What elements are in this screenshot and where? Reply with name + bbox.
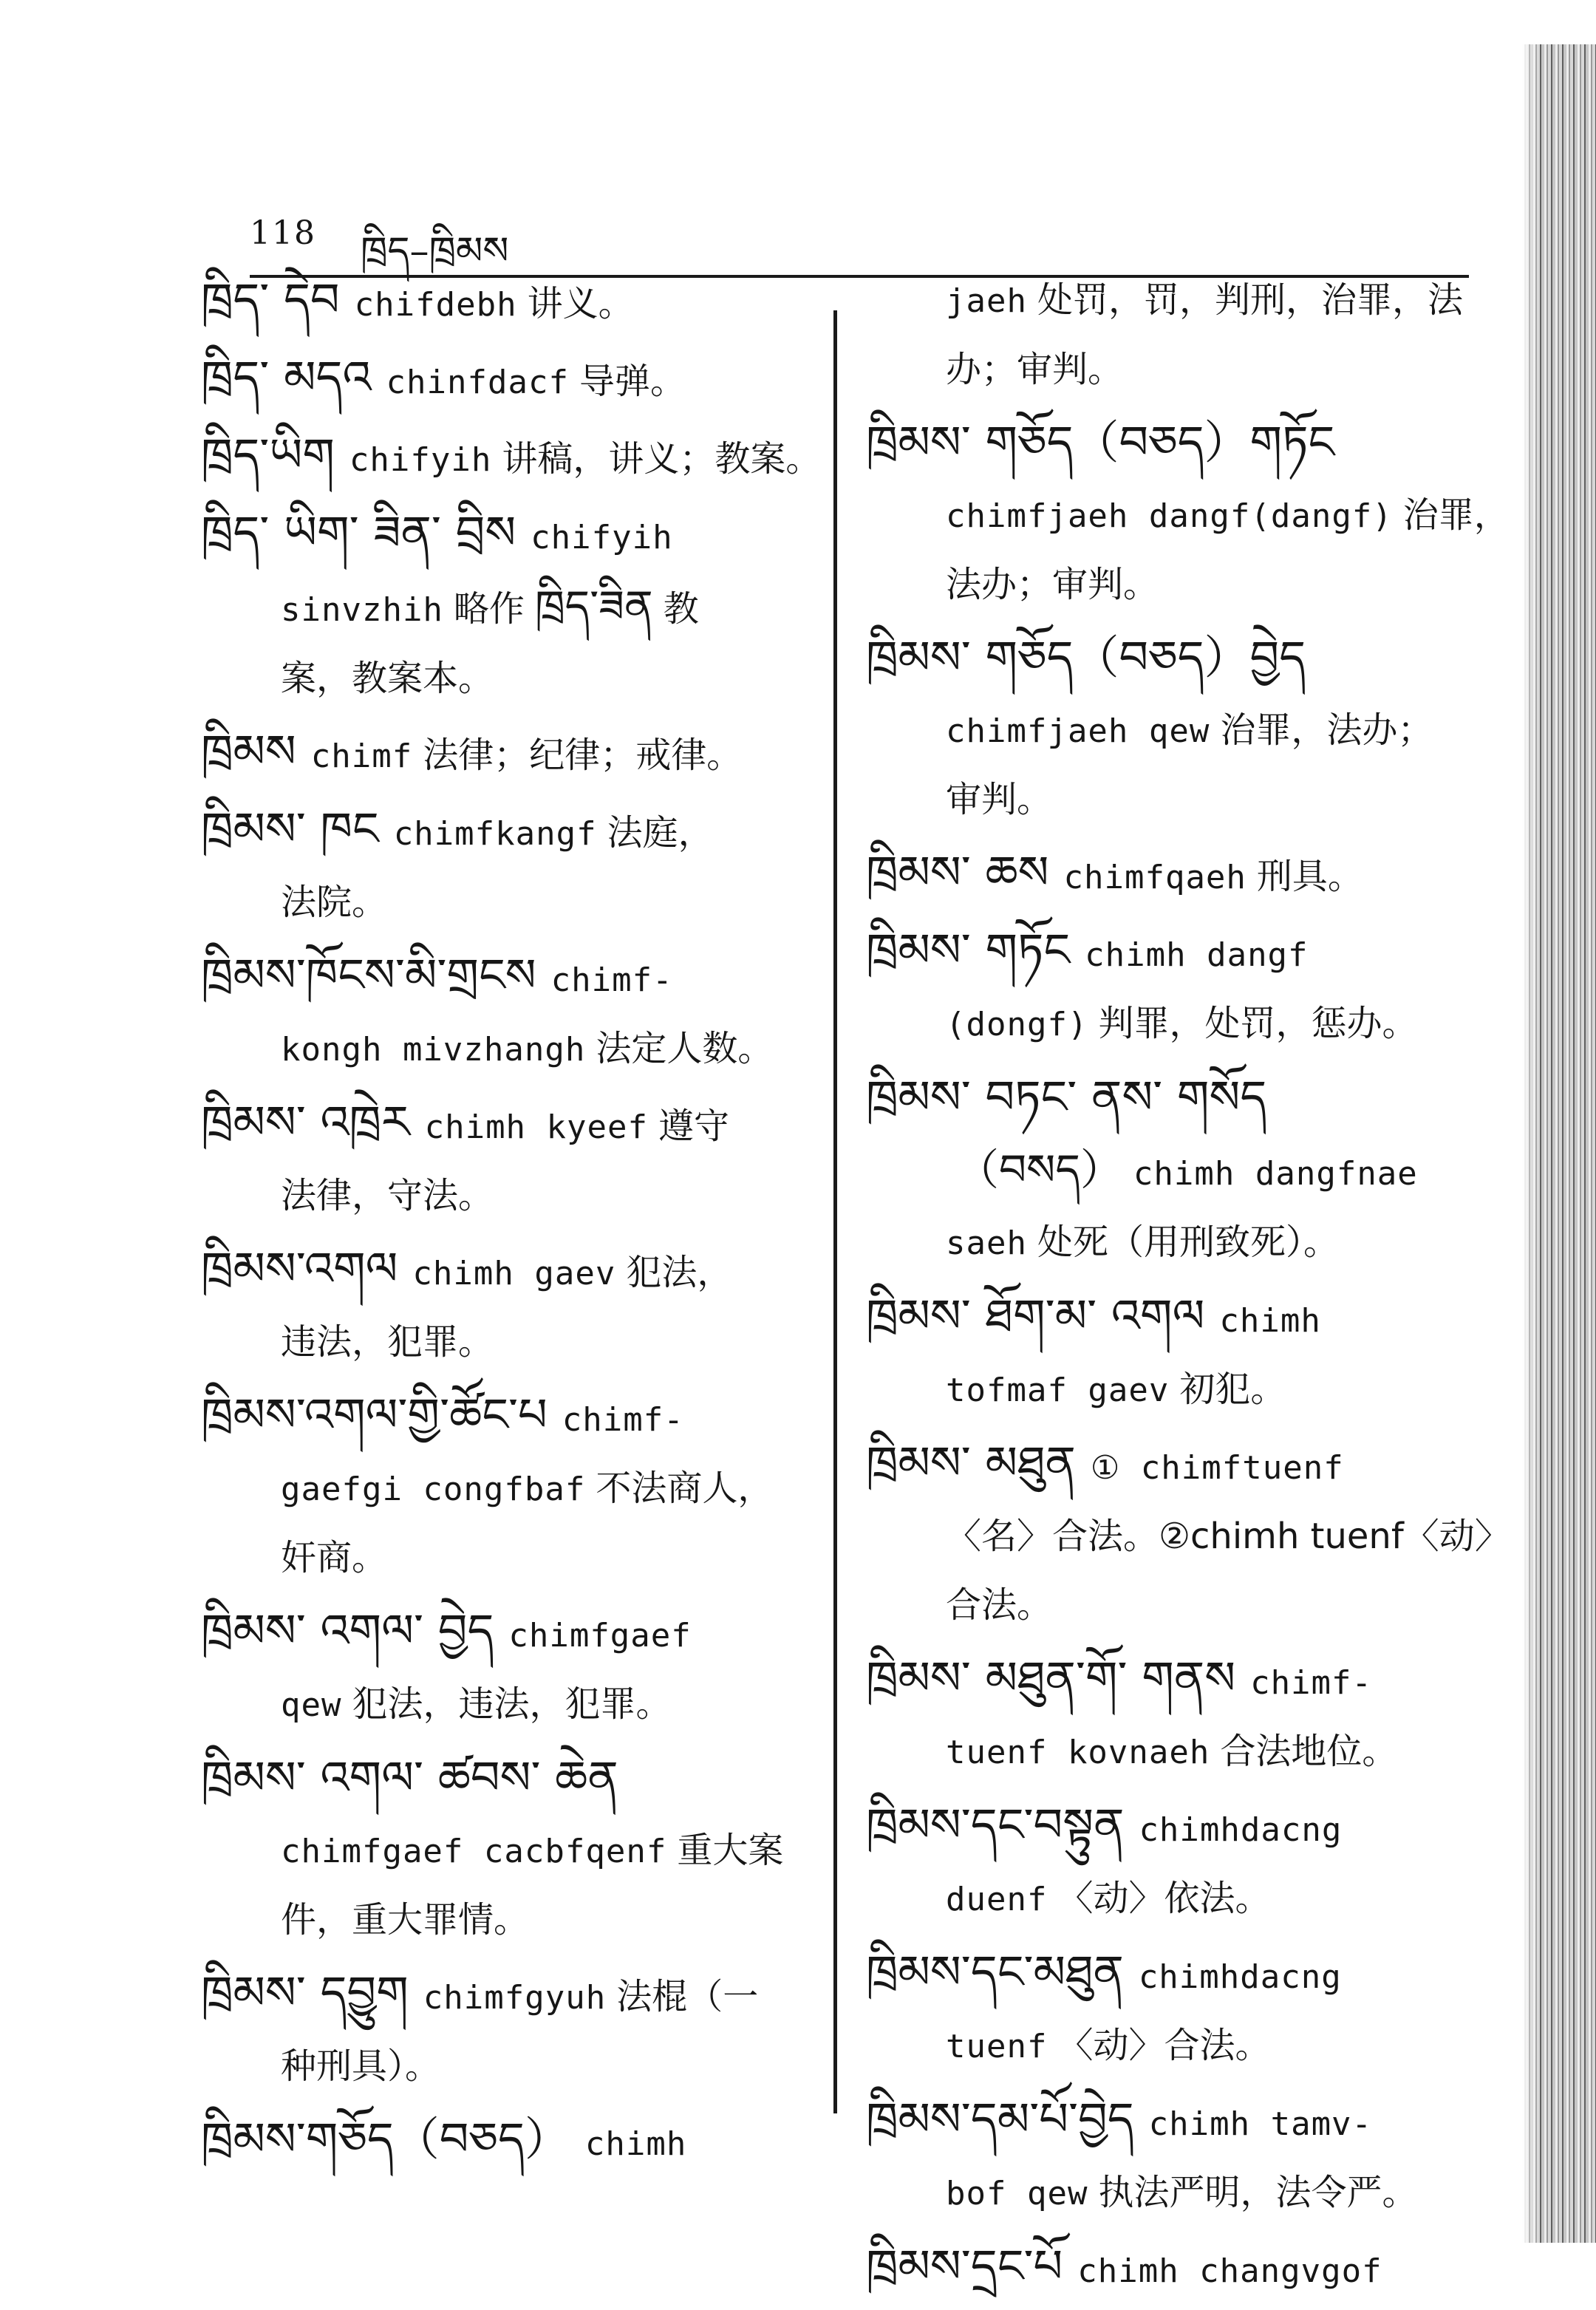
chinese-gloss: 刑具。 (1256, 856, 1363, 897)
romanization: chimfjaeh qew (946, 712, 1210, 750)
romanization: chimf- (1250, 1664, 1373, 1702)
romanization: chimh gaev (412, 1255, 616, 1292)
dictionary-entry (201, 1744, 836, 1955)
entry-continuation-line (866, 1136, 1501, 1208)
headword: ཁྲིམས་ འགལ་ ཚབས་ ཆེན (201, 1751, 618, 1805)
dictionary-entry (201, 2105, 836, 2178)
chinese-gloss: 法律，守法。 (281, 1175, 494, 1216)
chinese-gloss: 重大案 (677, 1830, 784, 1871)
romanization: chinfdacf (386, 364, 569, 401)
dictionary-entry (201, 344, 836, 417)
entry-continuation-line (201, 1886, 836, 1955)
entry-continuation-line (201, 644, 836, 713)
headword: ཁྲིམས་ ཆས (866, 845, 1049, 899)
dictionary-entry (866, 839, 1501, 912)
entry-continuation-line (866, 1571, 1501, 1640)
tibetan-text: （བསད） (956, 1145, 1123, 1195)
entry-first-line (866, 1644, 1501, 1717)
chinese-gloss: 合法地位。 (1220, 1731, 1398, 1772)
entry-first-line (201, 1235, 836, 1308)
dictionary-entry (866, 409, 1510, 619)
entry-continuation-line (866, 766, 1501, 834)
entry-first-line (866, 916, 1501, 989)
left-column (201, 266, 836, 2183)
romanization: chimfgyuh (423, 1979, 607, 2017)
chinese-gloss: 法办；审判。 (946, 564, 1159, 605)
chinese-gloss: 法院。 (281, 882, 388, 923)
romanization: chimfjaeh dangf(dangf) (946, 497, 1393, 535)
chinese-gloss: 导弹。 (579, 361, 686, 402)
entry-continuation-line (201, 1015, 836, 1084)
chinese-gloss: 违法，犯罪。 (281, 1321, 494, 1363)
chinese-gloss: 讲义。 (527, 283, 634, 324)
romanization: chifdebh (354, 286, 517, 324)
romanization: tuenf kovnaeh (946, 1734, 1210, 1771)
entry-continuation-line (201, 1162, 836, 1230)
dictionary-entry (201, 941, 836, 1084)
romanization: chimf- (562, 1401, 684, 1439)
entry-first-line (201, 795, 836, 868)
chinese-gloss: 讲稿，讲义；教案。 (502, 438, 822, 480)
dictionary-entry (866, 1644, 1501, 1787)
chinese-gloss: 执法严明，法令严。 (1098, 2172, 1418, 2213)
dictionary-entry (201, 1088, 836, 1230)
dictionary-entry (201, 1597, 836, 1740)
romanization: chimfkangf (393, 815, 597, 853)
headword: ཁྲིམས་དམ་པོ་བྱེད (866, 2092, 1134, 2146)
romanization: chimfgaef cacbfqenf (281, 1833, 667, 1870)
chinese-gloss: 教 (663, 588, 699, 630)
headword: ཁྲིམས་ མཐུན་གོ་ གནས (866, 1651, 1236, 1705)
romanization: kongh mivzhangh (281, 1031, 586, 1069)
headword: ཁྲིམས (201, 724, 296, 778)
entry-first-line (866, 2085, 1501, 2159)
romanization: chimfgaef (508, 1617, 692, 1655)
dictionary-entry (866, 1791, 1501, 1934)
entry-first-line (866, 1938, 1501, 2011)
entry-continuation-line (866, 989, 1501, 1059)
romanization: chimhdacng (1138, 1958, 1342, 1996)
chinese-gloss: 法庭， (607, 812, 714, 854)
page-number: 118 (250, 214, 316, 252)
entry-continuation-line (201, 1524, 836, 1592)
chinese-gloss: 遵守 (658, 1105, 730, 1147)
entry-first-line (201, 1959, 836, 2032)
headword: ཁྲིད་ ཡིག་ ཟིན་ བྲིས (201, 505, 516, 559)
chinese-gloss: 审判。 (946, 779, 1053, 820)
entry-continuation-line (201, 1308, 836, 1377)
entry-continuation-line (866, 2011, 1501, 2081)
chinese-gloss: 治罪，法办； (1220, 709, 1433, 751)
romanization: chimf- (550, 961, 673, 999)
entry-first-line (866, 1429, 1501, 1502)
headword: ཁྲིམས་ ཁང (201, 802, 379, 856)
entry-first-line (201, 2105, 836, 2178)
dictionary-entry (201, 718, 836, 791)
dictionary-entry (866, 2232, 1501, 2306)
entry-continuation-line (866, 1502, 1510, 1571)
romanization: ① chimftuenf (1090, 1449, 1344, 1487)
headword: ཁྲིད་ དེབ (201, 273, 340, 327)
romanization: duenf (946, 1881, 1048, 1918)
chinese-gloss: 处死（用刑致死）。 (1037, 1222, 1339, 1263)
entry-first-line (866, 1791, 1501, 1864)
chinese-gloss: 奸商。 (281, 1537, 388, 1578)
chinese-gloss: 法律；纪律；戒律。 (423, 735, 743, 776)
romanization: chimh kyeef (424, 1108, 648, 1146)
entry-first-line (866, 624, 1501, 696)
headword: ཁྲིད་ཡིག (201, 428, 335, 482)
entry-continuation-line (866, 1208, 1501, 1278)
chinese-gloss: 办；审判。 (946, 349, 1124, 390)
dictionary-entry (866, 1429, 1510, 1640)
headword: ཁྲིམས་འགལ་གྱི་ཚོང་པ (201, 1388, 548, 1442)
romanization: chimh dangfnae (1133, 1155, 1418, 1193)
romanization: chimh changvgof (1077, 2252, 1382, 2290)
dictionary-entry (866, 624, 1501, 834)
romanization: chifyih (531, 519, 673, 556)
dictionary-entry (866, 1938, 1501, 2081)
romanization: bof qew (946, 2175, 1088, 2212)
romanization: qew (281, 1686, 342, 1724)
dictionary-entry (201, 795, 836, 937)
entry-continuation-line (866, 481, 1510, 551)
dictionary-entry (201, 421, 836, 494)
chinese-gloss: 初犯。 (1179, 1369, 1286, 1410)
romanization: tofmaf gaev (946, 1372, 1170, 1409)
dictionary-entry (201, 266, 836, 339)
entry-continuation-line (201, 868, 836, 937)
headword: ཁྲིམས་དང་མཐུན (866, 1945, 1124, 1999)
headword: ཁྲིམས་ མཐུན (866, 1436, 1076, 1490)
entry-first-line (866, 2232, 1501, 2306)
entry-first-line (201, 718, 836, 791)
entry-first-line (201, 1744, 836, 1816)
dictionary-entry (866, 2085, 1501, 2228)
dictionary-entry (201, 499, 836, 713)
right-column (866, 266, 1510, 2310)
entry-first-line (201, 499, 836, 572)
dictionary-entry (201, 1381, 836, 1592)
running-head: ཁྲིད–ཁྲིམས (361, 229, 509, 273)
headword: ཁྲིམས་ གཏོང (866, 923, 1071, 977)
entry-continuation-line (201, 1454, 836, 1524)
chinese-gloss: 法棍（一 (616, 1976, 759, 2017)
headword: ཁྲིམས་ འཁྲེར (201, 1095, 410, 1149)
romanization: chimhdacng (1139, 1811, 1343, 1849)
entry-continuation-line (866, 335, 1501, 404)
romanization: chimh dangf (1085, 936, 1309, 974)
dictionary-entry (866, 266, 1501, 404)
entry-continuation-line (201, 572, 836, 644)
headword: ཁྲིམས་ ཐོག་མ་ འགལ (866, 1289, 1205, 1343)
headword: ཁྲིམས་དྲང་པོ (866, 2239, 1063, 2293)
entry-continuation-line (866, 1717, 1501, 1787)
tibetan-text: ཁྲིད་ཟིན (534, 581, 653, 631)
headword: ཁྲིམས་ བཏང་ ནས་ གསོད (866, 1070, 1267, 1124)
chinese-gloss: 犯法，违法，犯罪。 (352, 1683, 672, 1725)
romanization: (dongf) (946, 1006, 1088, 1043)
entry-first-line (201, 941, 836, 1015)
chinese-gloss: 处罚，罚，判刑，治罪，法 (1037, 279, 1463, 321)
entry-continuation-line (866, 696, 1501, 766)
chinese-gloss: 〈动〉依法。 (1057, 1878, 1271, 1919)
chinese-gloss: 判罪，处罚，惩办。 (1098, 1003, 1418, 1044)
chinese-gloss: 案，教案本。 (281, 658, 494, 699)
entry-continuation-line (201, 1670, 836, 1740)
entry-continuation-line (866, 266, 1501, 335)
entry-first-line (201, 1088, 836, 1162)
chinese-gloss: 〈名〉合法。②chimh tuenf〈动〉 (946, 1516, 1510, 1557)
headword: ཁྲིམས་འགལ (201, 1241, 398, 1295)
chinese-gloss: 件，重大罪情。 (281, 1899, 530, 1941)
dictionary-entry (866, 1282, 1501, 1425)
romanization: chifyih (349, 441, 492, 479)
chinese-gloss: 法定人数。 (596, 1028, 774, 1069)
entry-first-line (201, 344, 836, 417)
entry-first-line (201, 1597, 836, 1670)
chinese-gloss: 〈动〉合法。 (1057, 2025, 1271, 2066)
romanization: chimf (310, 737, 413, 775)
dictionary-entry (201, 1235, 836, 1377)
entry-first-line (201, 421, 836, 494)
headword: ཁྲིམས་ གཅོད（བཅད）བྱེད (866, 630, 1306, 684)
entry-continuation-line (201, 2032, 836, 2101)
entry-first-line (866, 1063, 1501, 1136)
entry-continuation-line (201, 1816, 836, 1886)
entry-continuation-line (866, 551, 1501, 619)
romanization: saeh (946, 1224, 1027, 1262)
headword: ཁྲིམས་དང་བསྟུན (866, 1798, 1125, 1852)
headword: ཁྲིམས་ཁོངས་མི་གྲངས (201, 948, 536, 1002)
chinese-gloss: 略作 (453, 588, 525, 630)
chinese-gloss: 种刑具）。 (281, 2045, 441, 2087)
dictionary-entry (201, 1959, 836, 2101)
romanization: chimh tamv- (1148, 2105, 1373, 2143)
entry-continuation-line (866, 1864, 1501, 1934)
entry-continuation-line (866, 2159, 1501, 2228)
page-edge-shadow (1522, 44, 1596, 2243)
chinese-gloss: 合法。 (946, 1584, 1053, 1626)
romanization: gaefgi congfbaf (281, 1471, 586, 1508)
romanization: chimfqaeh (1063, 859, 1247, 896)
dictionary-entry (866, 1063, 1501, 1278)
dictionary-entry (866, 916, 1501, 1059)
romanization: sinvzhih (281, 591, 443, 629)
entry-first-line (866, 1282, 1501, 1355)
headword: ཁྲིམས་ དབྱུག (201, 1966, 409, 2020)
headword: ཁྲིམས་ གཅོད（བཅད）གཏོང (866, 415, 1335, 469)
romanization: jaeh (946, 282, 1027, 320)
romanization: chimh (584, 2125, 687, 2163)
entry-first-line (201, 266, 836, 339)
headword: ཁྲིད་ མདའ (201, 350, 372, 404)
entry-first-line (201, 1381, 836, 1454)
chinese-gloss: 治罪， (1402, 494, 1510, 536)
romanization: chimh (1219, 1302, 1321, 1340)
chinese-gloss: 犯法， (626, 1252, 733, 1293)
romanization: tuenf (946, 2028, 1048, 2065)
entry-first-line (866, 409, 1501, 481)
headword: ཁྲིམས་གཅོད（བཅད） (201, 2112, 570, 2166)
headword: ཁྲིམས་ འགལ་ བྱེད (201, 1604, 494, 1657)
entry-first-line (866, 839, 1501, 912)
chinese-gloss: 不法商人， (596, 1468, 774, 1509)
entry-continuation-line (866, 1355, 1501, 1425)
